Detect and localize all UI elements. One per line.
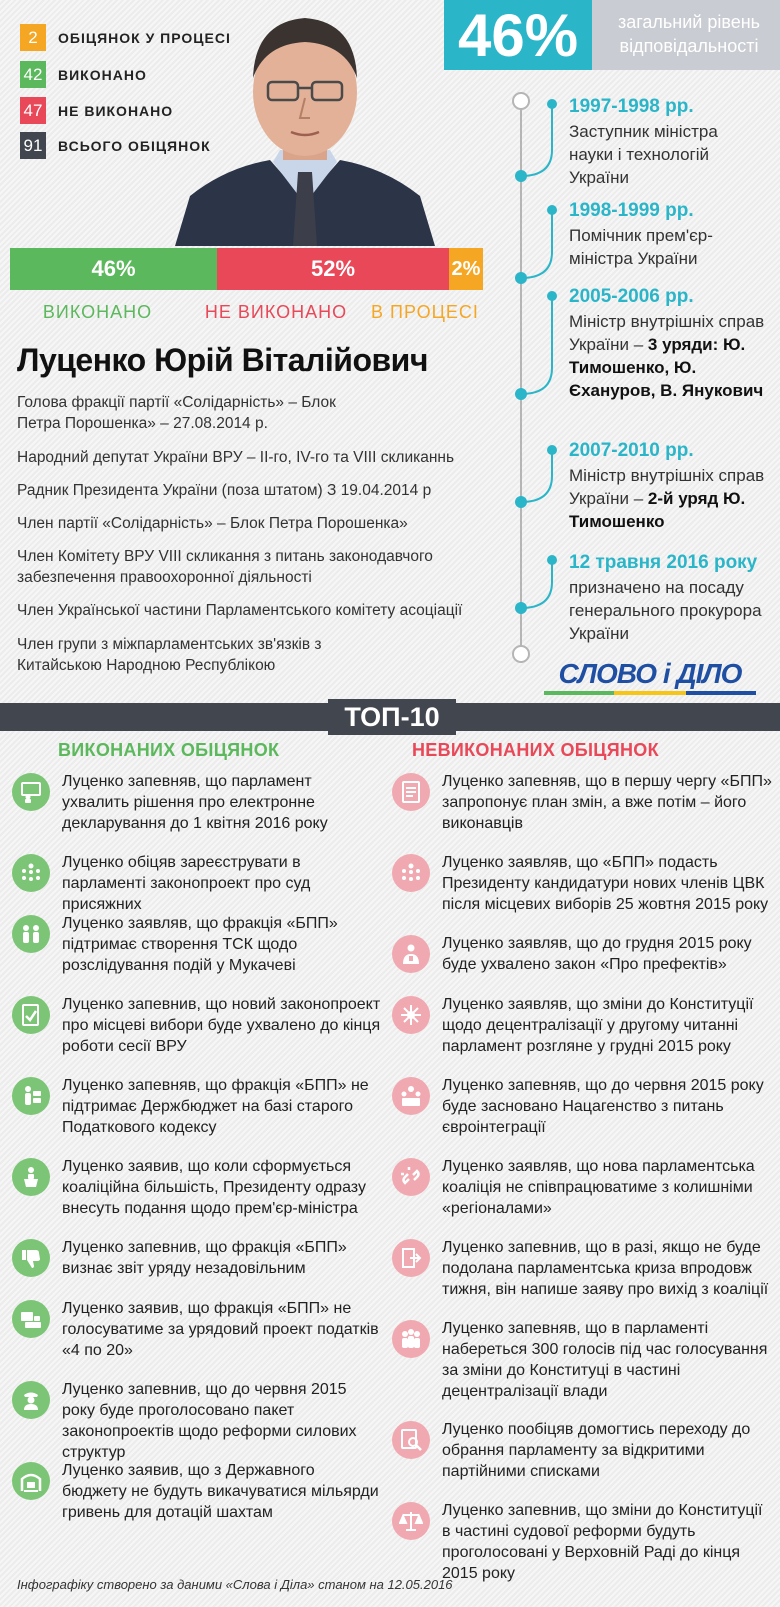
bio-item: Член Комітету ВРУ VIII скликання з питань законодавчого забезпечення правоохоронної діяльності bbox=[17, 548, 433, 586]
document-check-icon bbox=[12, 996, 50, 1034]
stat-number: 91 bbox=[20, 132, 46, 159]
timeline-text: призначено на посаду генерального прокурора України bbox=[569, 578, 762, 643]
kept-promise-item bbox=[12, 1156, 382, 1219]
audience-icon bbox=[12, 854, 50, 892]
promise-text: Луценко заявив, що коли сформується коаліційна більшість, Президенту одразу внесуть подання щодо прем'єр-міністра bbox=[62, 1158, 366, 1217]
slovo-i-dilo-logo bbox=[544, 655, 756, 697]
timeline-text: Міністр внутрішніх справ України – bbox=[569, 312, 765, 354]
promise-text: Луценко запевняв, що в парламенті набереться 300 голосів під час голосування за зміни до Конституці в частині децентралізації влади bbox=[442, 1320, 768, 1400]
timeline-text-block bbox=[569, 310, 773, 402]
bio-item: Член групи з міжпарламентських зв'язків з Китайською Народною Республікою bbox=[17, 636, 322, 674]
stat-label: ОБІЦЯНОК У ПРОЦЕСІ bbox=[58, 29, 231, 46]
podium-icon bbox=[12, 1158, 50, 1196]
promise-text: Луценко запевнив, що до червня 2015 року буде проголосовано пакет законопроектів щодо реформи силових структур bbox=[62, 1381, 357, 1461]
timeline-text: Міністр внутрішніх справ України – bbox=[569, 466, 765, 508]
broken-promises-title: НЕВИКОНАНИХ ОБІЦЯНОК bbox=[412, 740, 659, 760]
broken-promise-item bbox=[392, 1500, 772, 1584]
source-footnote: Інфографіку створено за даними «Слова і Діла» станом на 12.05.2016 bbox=[17, 1577, 453, 1592]
kept-promise-item bbox=[12, 1460, 382, 1523]
broken-promise-item bbox=[392, 1237, 772, 1300]
person-name: Луценко Юрій Віталійович bbox=[17, 342, 428, 378]
police-icon bbox=[12, 1381, 50, 1419]
promise-text: Луценко запевняв, що в першу чергу «БПП» запропонує план змін, а вже потім – його виконавців bbox=[442, 773, 772, 832]
kept-promise-item bbox=[12, 1237, 382, 1279]
promise-text: Луценко заявляв, що до грудня 2015 року буде ухвалено закон «Про префектів» bbox=[442, 935, 752, 973]
people-icon bbox=[12, 915, 50, 953]
promise-text: Луценко заявляв, що «БПП» подасть Президенту кандидатури нових членів ЦВК після місцевих виборів 25 жовтня 2015 року bbox=[442, 854, 769, 913]
bio-item: Народний депутат України ВРУ – ІІ-го, IV-го та VIII скликаннь bbox=[17, 449, 455, 466]
presenter-icon bbox=[12, 773, 50, 811]
promise-text: Луценко запевняв, що до червня 2015 року буде засновано Нацагенство з питань євроінтеграції bbox=[442, 1077, 764, 1136]
promise-text: Луценко заявляв, що зміни до Конституції щодо децентралізації у другому читанні парламент розгляне у грудні 2015 року bbox=[442, 996, 754, 1055]
timeline-dot bbox=[515, 388, 527, 400]
progress-in-progress-label: В ПРОЦЕСІ bbox=[371, 302, 479, 322]
promise-text: Луценко обіцяв зареєструвати в парламенті законопроект про суд присяжних bbox=[62, 854, 311, 913]
crowd-icon bbox=[392, 1320, 430, 1358]
kept-promise-item bbox=[12, 1298, 382, 1361]
top10-title: ТОП-10 bbox=[328, 699, 456, 735]
broken-promise-item bbox=[392, 1318, 772, 1402]
person-money-icon bbox=[12, 1077, 50, 1115]
promise-text: Луценко запевняв, що парламент ухвалить рішення про електронне декларування до 1 квітня 2016 року bbox=[62, 773, 328, 832]
promise-text: Луценко запевнив, що зміни до Конституції в частині судової реформи будуть проголосовані у Верховній Раді до кінця 2015 року bbox=[442, 1502, 763, 1582]
exit-door-icon bbox=[392, 1239, 430, 1277]
mine-icon bbox=[12, 1462, 50, 1500]
timeline-text: Помічник прем'єр-міністра України bbox=[569, 226, 713, 268]
progress-in-progress-segment: 2% bbox=[449, 248, 483, 290]
kept-promise-item bbox=[12, 852, 382, 915]
scales-icon bbox=[392, 1502, 430, 1540]
stat-label: ВИКОНАНО bbox=[58, 66, 147, 83]
broken-promise-item bbox=[392, 933, 772, 975]
timeline-period: 2007-2010 рр. bbox=[569, 440, 694, 461]
promise-text: Луценко запевнив, що в разі, якщо не буде подолана парламентська криза впродовж тижня, він напише заяву про вихід з коаліції bbox=[442, 1239, 769, 1298]
stat-label: ВСЬОГО ОБІЦЯНОК bbox=[58, 137, 211, 154]
broken-promise-item bbox=[392, 1156, 772, 1219]
kept-promise-item bbox=[12, 913, 382, 976]
agency-icon bbox=[392, 1077, 430, 1115]
thumbs-down-icon bbox=[12, 1239, 50, 1277]
kept-promise-item bbox=[12, 771, 382, 834]
promise-text: Луценко запевняв, що фракція «БПП» не підтримає Держбюджет на базі старого Податкового кодексу bbox=[62, 1077, 369, 1136]
kept-promise-item bbox=[12, 1379, 382, 1463]
timeline-period: 2005-2006 рр. bbox=[569, 286, 694, 307]
timeline-text: Заступник міністра науки і технологій України bbox=[569, 122, 718, 187]
kept-promises-title: ВИКОНАНИХ ОБІЦЯНОК bbox=[58, 740, 280, 760]
broken-promise-item bbox=[392, 1419, 772, 1482]
timeline-dot bbox=[515, 496, 527, 508]
stat-number: 42 bbox=[20, 61, 46, 88]
promise-text: Луценко заявив, що фракція «БПП» не голосуватиме за урядовий проект податків «4 по 20» bbox=[62, 1300, 379, 1359]
timeline-dot bbox=[515, 170, 527, 182]
promise-text: Луценко пообіцяв домогтись переходу до обрання парламенту за відкритими партійними списками bbox=[442, 1421, 751, 1480]
timeline-dot bbox=[515, 272, 527, 284]
timeline-period: 12 травня 2016 року bbox=[569, 552, 758, 573]
overall-percent: 46% bbox=[444, 0, 592, 70]
promise-text: Луценко запевнив, що фракція «БПП» визнає звіт уряду незадовільним bbox=[62, 1239, 347, 1277]
progress-done-segment: 46% bbox=[10, 248, 217, 290]
broken-promise-item bbox=[392, 1075, 772, 1138]
timeline-text-bold: 3 уряди: Ю. Тимошенко, Ю. Єхануров, В. Янукович bbox=[569, 335, 764, 400]
document-list-icon bbox=[392, 773, 430, 811]
timeline-text-block bbox=[569, 464, 769, 533]
vote-icon bbox=[12, 1300, 50, 1338]
timeline-period: 1997-1998 рр. bbox=[569, 96, 694, 117]
timeline-text-bold: 2-й уряд Ю. Тимошенко bbox=[569, 489, 746, 531]
kept-promise-item bbox=[12, 994, 382, 1057]
logo-text: СЛОВО і ДІЛО bbox=[558, 658, 742, 689]
progress-not-done-segment: 52% bbox=[217, 248, 449, 290]
broken-promise-item bbox=[392, 994, 772, 1057]
timeline-dot bbox=[515, 602, 527, 614]
bio-item: Голова фракції партії «Солідарність» – Блок Петра Порошенка» – 27.08.2014 р. bbox=[17, 394, 336, 432]
burst-icon bbox=[392, 996, 430, 1034]
promise-text: Луценко заявив, що з Державного бюджету не будуть викачуватися мільярди гривень для дотацій шахтам bbox=[62, 1462, 379, 1521]
broken-promise-item bbox=[392, 852, 772, 915]
kept-promise-item bbox=[12, 1075, 382, 1138]
promise-text: Луценко заявляв, що нова парламентська коаліція не співпрацюватиме з колишніми «регіоналами» bbox=[442, 1158, 755, 1217]
search-document-icon bbox=[392, 1421, 430, 1459]
overall-caption: загальний рівень відповідальності bbox=[592, 0, 780, 70]
official-icon bbox=[392, 935, 430, 973]
progress-not-done-label: НЕ ВИКОНАНО bbox=[204, 302, 348, 322]
broken-chain-icon bbox=[392, 1158, 430, 1196]
progress-done-label: ВИКОНАНО bbox=[42, 302, 153, 322]
audience-icon bbox=[392, 854, 430, 892]
broken-promise-item bbox=[392, 771, 772, 834]
stat-label: НЕ ВИКОНАНО bbox=[58, 102, 174, 119]
promise-text: Луценко запевнив, що новий законопроект про місцеві вибори буде ухвалено до кінця роботи сесії ВРУ bbox=[62, 996, 381, 1055]
timeline-period: 1998-1999 рр. bbox=[569, 200, 694, 221]
stat-number: 47 bbox=[20, 97, 46, 124]
bio-item: Член Української частини Парламентського комітету асоціації bbox=[17, 602, 463, 619]
promise-text: Луценко заявляв, що фракція «БПП» підтримає створення ТСК щодо розслідування подій у Мукачеві bbox=[62, 915, 338, 974]
bio-item: Член партії «Солідарність» – Блок Петра Порошенка» bbox=[17, 515, 408, 532]
stat-number: 2 bbox=[20, 24, 46, 51]
bio-item: Радник Президента України (поза штатом) З 19.04.2014 р bbox=[17, 482, 432, 499]
